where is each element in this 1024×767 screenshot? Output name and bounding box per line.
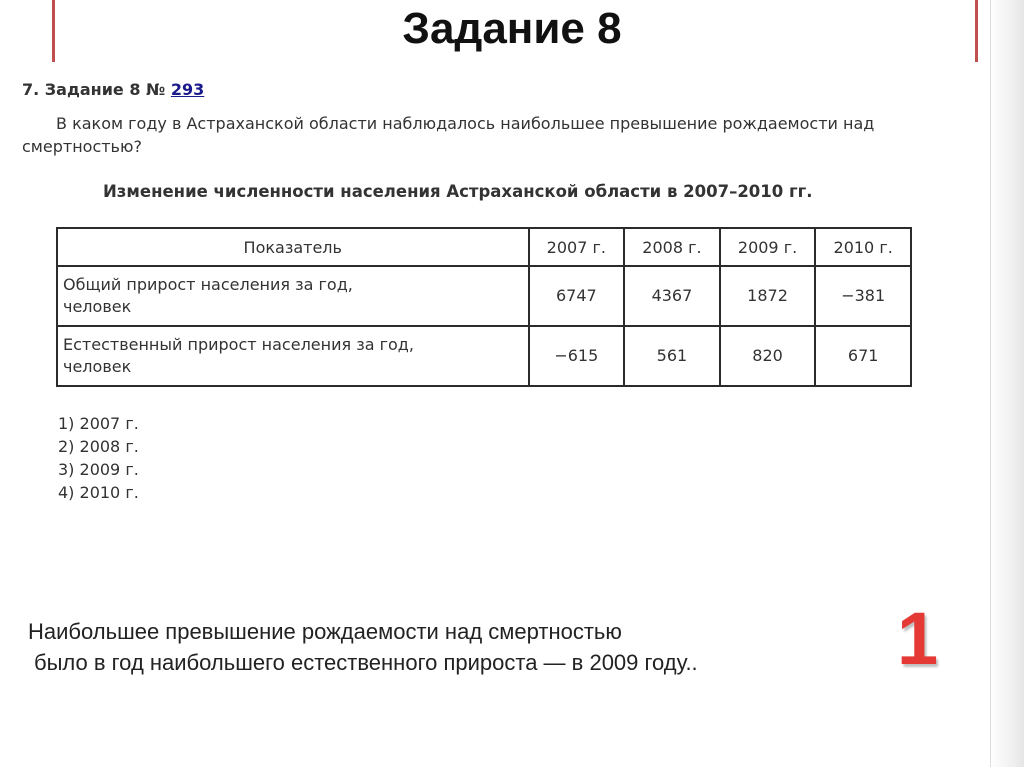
task-heading [22,80,204,99]
table-header-row [57,228,911,266]
answer-option-2: 2) 2008 г. [58,437,139,456]
slide-edge-shadow [990,0,1024,767]
slide-title: Задание 8 [402,4,622,53]
answer-options [58,412,139,504]
row-label-natural-growth: Естественный прирост населения за год, человек [57,326,529,386]
table-title: Изменение численности населения Астраханской области в 2007–2010 гг. [103,182,813,201]
question-text: В каком году в Астраханской области наблюдалось наибольшее превышение рождаемости над смертностью? [22,114,875,156]
explanation-line-1: Наибольшее превышение рождаемости над смертностью [28,619,622,644]
task-heading-text: 7. Задание 8 № [22,80,171,99]
answer-option-4: 4) 2010 г. [58,483,139,502]
table-cell: −381 [815,266,911,326]
header-2009: 2009 г. [720,228,816,266]
table-cell: 561 [624,326,720,386]
table-row [57,326,911,386]
table-cell: −615 [529,326,625,386]
table-cell: 820 [720,326,816,386]
header-2010: 2010 г. [815,228,911,266]
explanation [28,616,698,678]
table-row [57,266,911,326]
explanation-line-2: было в год наибольшего естественного прироста — в 2009 году.. [34,650,698,675]
header-indicator: Показатель [57,228,529,266]
table-cell: 4367 [624,266,720,326]
header-2008: 2008 г. [624,228,720,266]
answer-mark: 1 [897,597,939,680]
population-table [56,227,912,387]
row-label-total-growth: Общий прирост населения за год, человек [57,266,529,326]
task-number-link[interactable]: 293 [170,80,205,99]
header-2007: 2007 г. [529,228,625,266]
table-cell: 671 [815,326,911,386]
answer-option-1: 1) 2007 г. [58,414,139,433]
table-cell: 1872 [720,266,816,326]
answer-option-3: 3) 2009 г. [58,460,139,479]
table-cell: 6747 [529,266,625,326]
